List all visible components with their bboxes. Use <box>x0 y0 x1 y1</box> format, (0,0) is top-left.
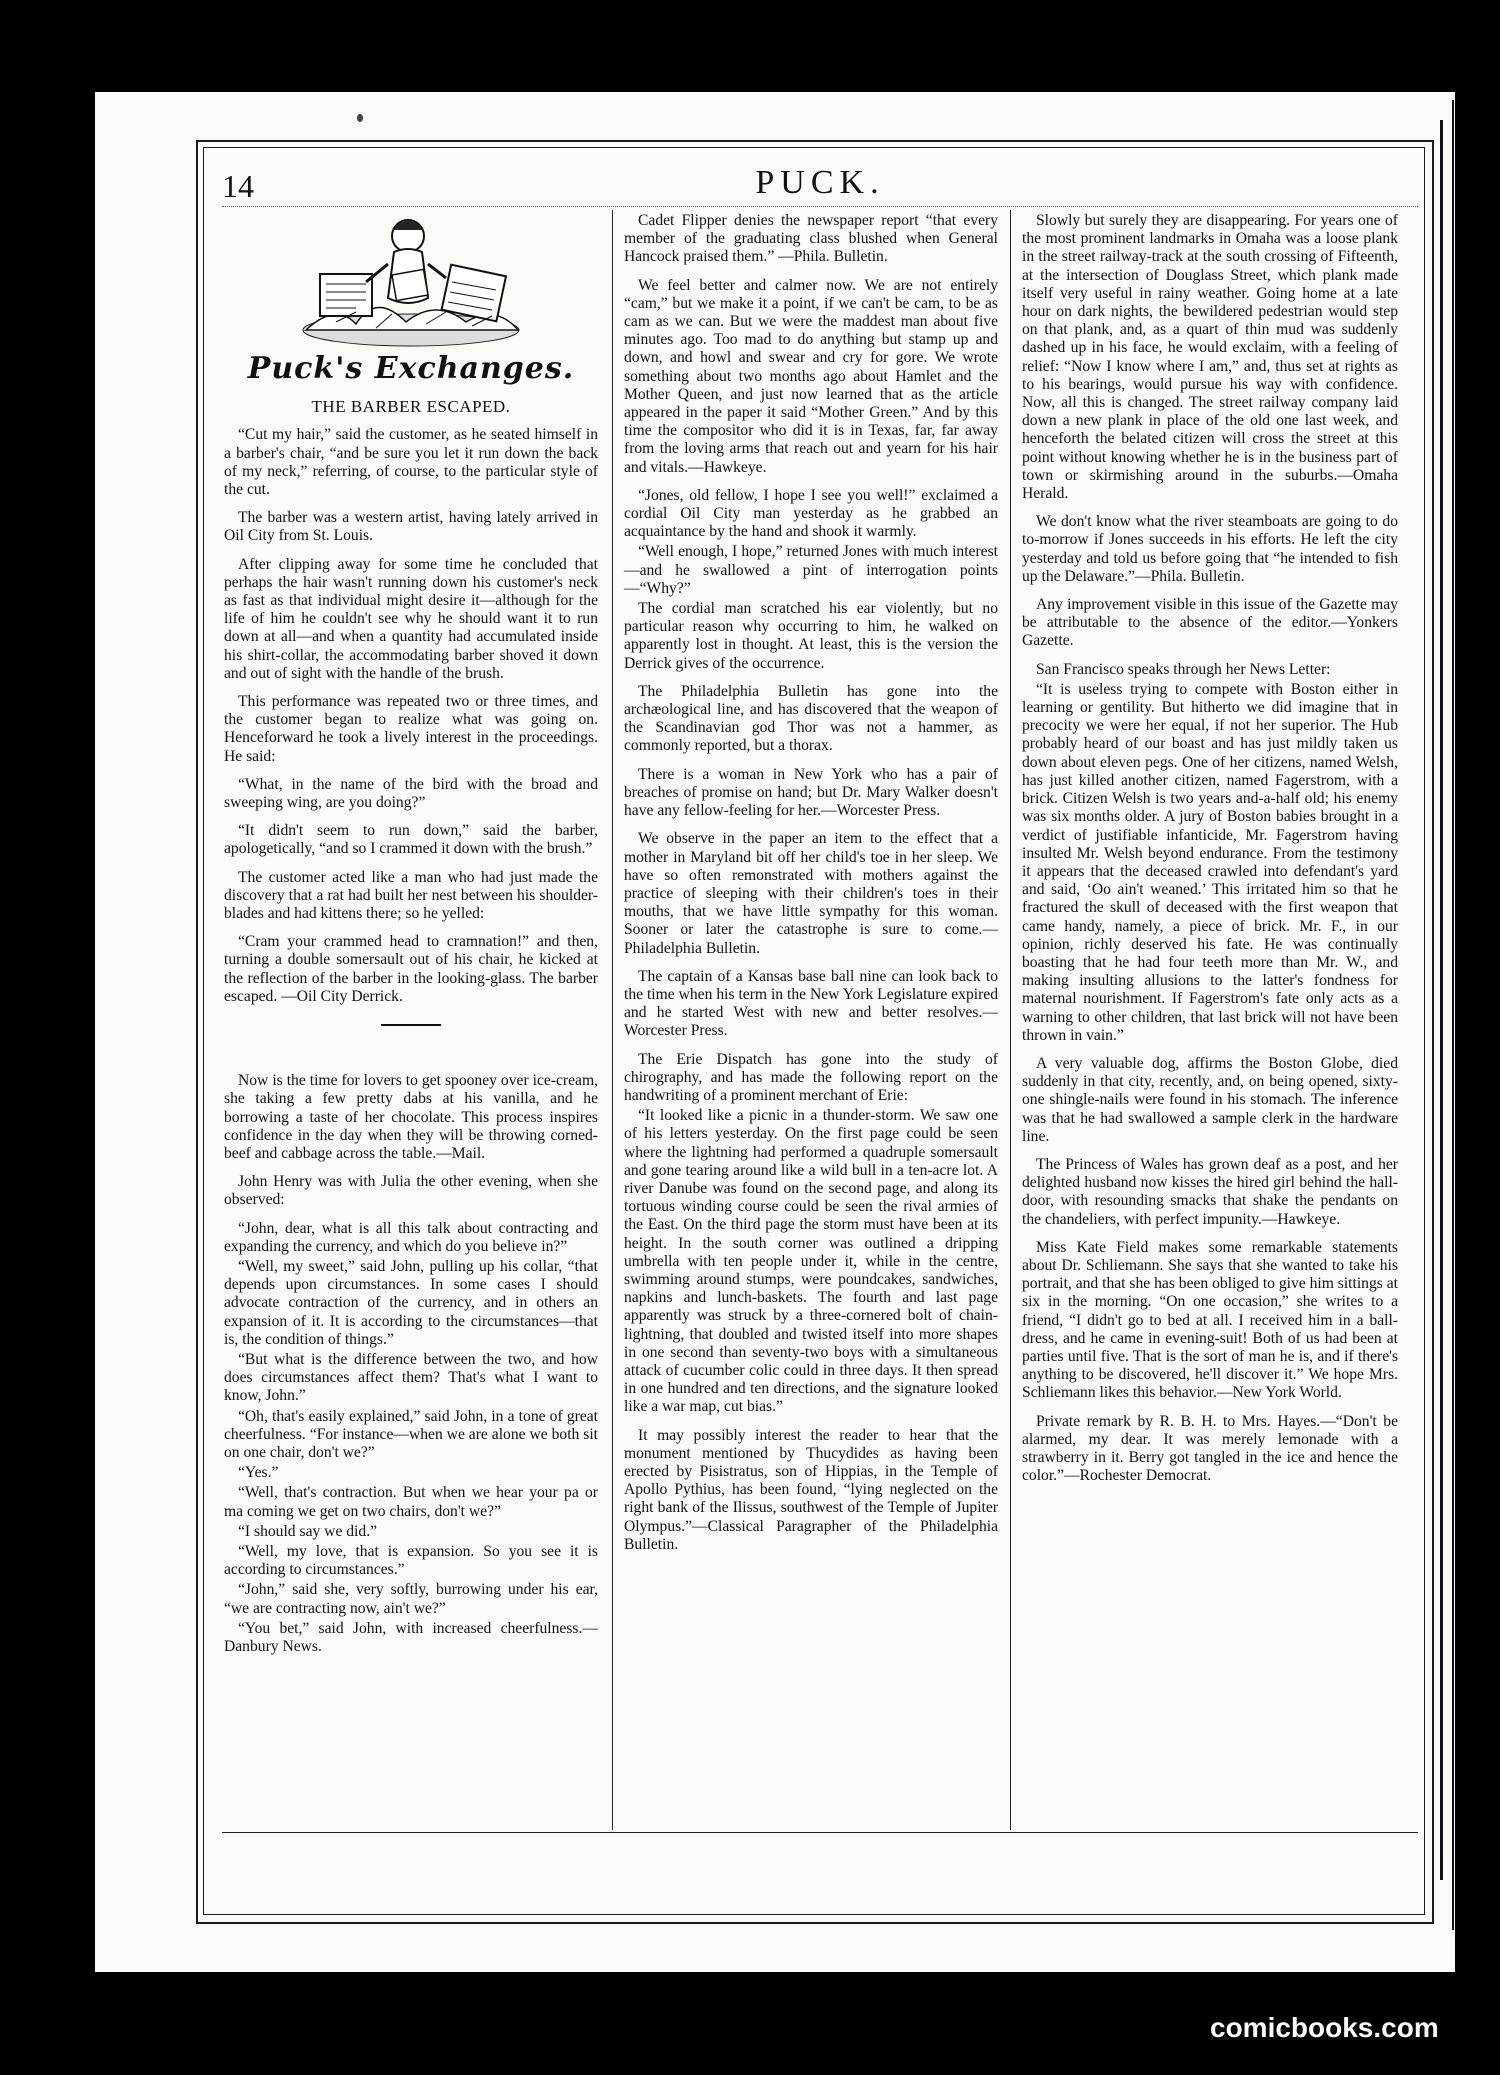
page-number: 14 <box>222 168 254 204</box>
paragraph: “Yes.” <box>238 1464 279 1482</box>
paragraph: A very valuable dog, affirms the Boston Globe, died suddenly in that city, recently, and, on being opened, sixty-one shingle-nails were found in his stomach. The inference was that he had swallowed a sample clerk in the hardware line. <box>1022 1054 1398 1145</box>
paragraph: “Well, my sweet,” said John, pulling up his collar, “that depends upon circumstances. In some cases I should advocate contraction of the currency, and in others an expansion of it. It is according to the circumstances—that is, the condition of things.” <box>224 1257 598 1348</box>
column-rule-1 <box>612 210 613 1830</box>
paragraph: We observe in the paper an item to the effect that a mother in Maryland bit off her child's toe in her sleep. We have so often remonstrated with mothers against the practice of sleeping with their children's toes in their mouths, that we have little sympathy for this woman. Sooner or later the catastrophe is sure to come.—Philadelphia Bulletin. <box>624 830 998 957</box>
paragraph: There is a woman in New York who has a pair of breaches of promise on hand; but Dr. Mary Walker doesn't have any fellow-feeling for her.—Worcester Press. <box>624 765 998 820</box>
column-3 <box>1022 212 1398 1495</box>
paragraph: “Cut my hair,” said the customer, as he seated himself in a barber's chair, “and be sure you let it run down the back of my neck,” referring, of course, to the particular style of the cut. <box>224 426 598 499</box>
paragraph: “It is useless trying to compete with Boston either in learning or gentility. But hitherto we did imagine that in precocity we were her equal, if not her superior. The Hub probably heard of our boast and has just mildly taken us down about eleven pegs. One of her citizens, named Welsh, has just killed another citizen, named Fagerstrom, with a brick. Citizen Welsh is two years and-a-half old; his enemy was six months older. A jury of Boston babies brought in a verdict of justifiable infanticide, Mr. Fagerstrom having insulted Mr. Welsh beyond endurance. From the testimony it appears that the deceased crawled into defendant's yard and said, ‘Oo ain't weaned.’ This irritated him so that he fractured the skull of deceased with the first weapon that came handy, namely, a piece of brick. Mr. F., in our opinion, richly deserved his fate. He was continually boasting that he had four teeth more than Mr. W., and making insulting allusions to the latter's fondness for maternal nourishment. If Fagerstrom's fate only acts as a warning to other children, that last brick will not have been thrown in vain.” <box>1022 680 1398 1044</box>
binding-edge-rule-2 <box>1452 100 1454 1930</box>
paragraph: Any improvement visible in this issue of the Gazette may be attributable to the absence of the editor.—Yonkers Gazette. <box>1022 596 1398 650</box>
paragraph: This performance was repeated two or three times, and the customer began to realize what was going on. Henceforward he took a lively interest in the proceedings. He said: <box>224 693 598 765</box>
masthead-title: PUCK. <box>755 164 885 201</box>
puck-reading-papers-icon <box>296 212 526 352</box>
paragraph: “John,” said she, very softly, burrowing under his ear, “we are contracting now, ain't we?” <box>224 1581 598 1617</box>
paragraph: San Francisco speaks through her News Letter: <box>1036 660 1331 678</box>
paragraph: “But what is the difference between the two, and how does circumstances affect them? That's what I want to know, John.” <box>224 1350 598 1405</box>
paragraph: John Henry was with Julia the other evening, when she observed: <box>224 1173 598 1209</box>
paragraph: Miss Kate Field makes some remarkable statements about Dr. Schliemann. She says that she wanted to take his portrait, and that she has been obliged to give him sittings at six in the morning. “On one occasion,” she writes to a friend, “I didn't go to bed at all. I received him in a ball-dress, and he came in evening-suit! Both of us had been at parties until five. That is the sort of man he is, and if there's anything to be discovered, he'll discover it.” We hope Mrs. Schliemann likes this behavior.—New York World. <box>1022 1238 1398 1402</box>
paragraph: “I should say we did.” <box>238 1522 378 1540</box>
section-title: Puck's Exchanges. <box>247 351 575 386</box>
paragraph: We don't know what the river steamboats are going to do to-morrow if Jones succeeds in his efforts. He left the city yesterday and told us before going that “he intended to fish up the Delaware.”—Phila. Bulletin. <box>1022 513 1398 585</box>
column-1 <box>224 212 598 1658</box>
footer-rule <box>222 1832 1418 1833</box>
paragraph: “Oh, that's easily explained,” said John, in a tone of great cheerfulness. “For instance—when we are alone we both sit on one chair, don't we?” <box>224 1407 598 1461</box>
paragraph: It may possibly interest the reader to hear that the monument mentioned by Thucydides as having been erected by Pisistratus, son of Hippias, in the Temple of Apollo Pythius, has been found, “lying neglected on the right bank of the Ilissus, southwest of the Temple of Jupiter Olympus.”—Classical Paragrapher of the Philadelphia Bulletin. <box>624 1426 998 1553</box>
paragraph: The customer acted like a man who had just made the discovery that a rat had built her nest between his shoulder-blades and had kittens there; so he yelled: <box>224 868 598 923</box>
paragraph: “You bet,” said John, with increased cheerfulness.—Danbury News. <box>224 1619 598 1655</box>
paragraph: “Well, my love, that is expansion. So you see it is according to circumstances.” <box>224 1542 598 1579</box>
paragraph: After clipping away for some time he concluded that perhaps the hair wasn't running down his customer's neck as fast as that individual might desire it—although for the life of him he couldn't see why he should want it to run down at all—and when a quantity had accumulated inside his shirt-collar, the accommodating barber shoved it down and out of sight with the handle of the brush. <box>224 555 598 682</box>
paragraph: “It didn't seem to run down,” said the barber, apologetically, “and so I crammed it down with the brush.” <box>224 822 598 858</box>
paragraph: The Erie Dispatch has gone into the study of chirography, and has made the following report on the handwriting of a prominent merchant of Erie: <box>624 1050 998 1104</box>
column-2 <box>624 212 998 1564</box>
paragraph: The Philadelphia Bulletin has gone into the archæological line, and has discovered that the weapon of the Scandinavian god Thor was not a hammer, as commonly reported, but a thorax. <box>624 682 998 755</box>
paragraph: “It looked like a picnic in a thunder-storm. We saw one of his letters yesterday. On the first page could be seen where the lightning had performed a quadruple somersault and gone tearing around like a wild bull in a ten-acre lot. A river Danube was found on the second page, and along its tortuous winding course could be seen the rival armies of the East. On the third page the storm must have been at its height. In the south corner was outlined a dripping umbrella with ten people under it, while in the centre, swimming around stumps, were poundcakes, sandwiches, napkins and lunch-baskets. The fourth and last page apparently was struck by a three-cornered bolt of chain-lightning, that doubled and twisted itself into more shapes in one second than seventy-two boys with a simultaneous attack of cucumber colic could in three days. It then spread in one hundred and ten directions, and the signature looked like a war map, cut bias.” <box>624 1107 998 1416</box>
header-rule <box>222 206 1418 207</box>
paragraph: Slowly but surely they are disappearing. For years one of the most prominent landmarks in Omaha was a loose plank in the street railway-track at the south crossing of Fifteenth, at the intersection of Douglass Street, which plank made itself very useful in rainy weather. Going home at a late hour on dark nights, the bewildered pedestrian would step on that plank, and, as a quart of thin mud was suddenly dashed up in his face, he would exclaim, with a feeling of relief: “Now I know where I am,” and, thus set at rights as to his bearings, would pursue his way with confidence. Now, all this is changed. The street railway company laid down a new plank in place of the old one last week, and henceforth the belated citizen will cross the street at this point without knowing whether he is in the business part of town or skirmishing around in the suburbs.—Omaha Herald. <box>1022 212 1398 503</box>
paragraph: “John, dear, what is all this talk about contracting and expanding the currency, and which do you believe in?” <box>224 1219 598 1255</box>
paragraph: “Well enough, I hope,” returned Jones with much interest—and he swallowed a pint of interrogation points—“Why?” <box>624 543 998 597</box>
section-divider <box>381 1024 441 1026</box>
puck-vignette <box>224 212 598 352</box>
paragraph: Cadet Flipper denies the newspaper report “that every member of the graduating class blushed when General Hancock praised them.” —Phila. Bulletin. <box>624 212 998 266</box>
paragraph: Now is the time for lovers to get spooney over ice-cream, she taking a few pretty dabs at his vanilla, and he borrowing a taste of her chocolate. This process inspires confidence in the day when they will be throwing corned-beef and cabbage across the table.—Mail. <box>224 1072 598 1162</box>
paragraph: Private remark by R. B. H. to Mrs. Hayes.—“Don't be alarmed, my dear. It was merely lemonade with a strawberry in it. Berry got tangled in the ice and hence the color.”—Rochester Democrat. <box>1022 1412 1398 1485</box>
article-title: THE BARBER ESCAPED. <box>311 397 511 417</box>
column-rule-2 <box>1010 210 1011 1830</box>
paragraph: “Jones, old fellow, I hope I see you well!” exclaimed a cordial Oil City man yesterday as he grabbed an acquaintance by the hand and shook it warmly. <box>624 486 998 541</box>
watermark-text: comicbooks.com <box>1210 2012 1439 2043</box>
binding-edge-rule <box>1440 120 1443 1880</box>
paragraph: “Cram your crammed head to cramnation!” and then, turning a double somersault out of his chair, he kicked at the reflection of the barber in the looking-glass. The barber escaped. —Oil City Derrick. <box>224 933 598 1005</box>
ink-speck <box>357 114 363 122</box>
paragraph: The Princess of Wales has grown deaf as a post, and her delighted husband now kisses the hired girl behind the hall-door, with resounding smacks that shake the pendants on the chandeliers, with perfect impunity.—Hawkeye. <box>1022 1155 1398 1228</box>
paragraph: “Well, that's contraction. But when we hear your pa or ma coming we get on two chairs, don't we?” <box>224 1484 598 1520</box>
paragraph: The cordial man scratched his ear violently, but no particular reason why occurring to him, he walked on apparently lost in thought. At least, this is the version the Derrick gives of the occurrence. <box>624 600 998 672</box>
paragraph: The captain of a Kansas base ball nine can look back to the time when his term in the New York Legislature expired and he started West with new and better resolves.—Worcester Press. <box>624 967 998 1040</box>
paragraph: We feel better and calmer now. We are not entirely “cam,” but we make it a point, if we can't be cam, to be as cam as we can. But we were the maddest man about five minutes ago. Too mad to do anything but stamp up and down, and howl and swear and cry for gore. We wrote something about two months ago about Hamlet and the Mother Queen, and just now learned that as the article appeared in the paper it said “Mother Green.” And by this time the compositor who did it is in Texas, far, far away from the loving arms that reach out and yearn for his hair and vitals.—Hawkeye. <box>624 276 998 476</box>
paragraph: “What, in the name of the bird with the broad and sweeping wing, are you doing?” <box>224 775 598 812</box>
paragraph: The barber was a western artist, having lately arrived in Oil City from St. Louis. <box>224 509 598 545</box>
